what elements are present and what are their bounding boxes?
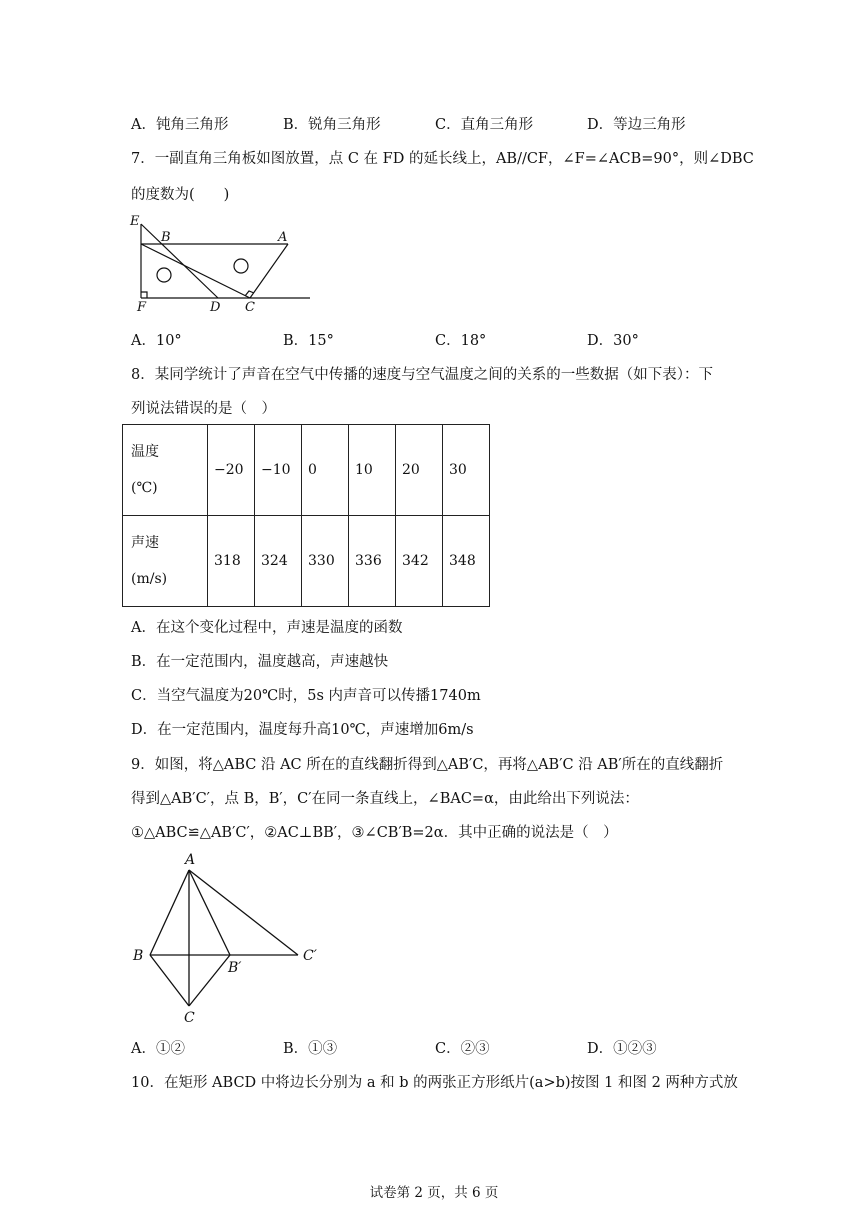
q9-segment-bpc xyxy=(189,955,230,1006)
q9-stem-line1: 9．如图，将△ABC 沿 AC 所在的直线翻折得到△AB′C，再将△AB′C 沿 AB′所在的直线翻折 xyxy=(131,757,724,773)
q9-options xyxy=(131,1037,751,1057)
table-cell: 348 xyxy=(443,516,490,607)
q7-label-c: C xyxy=(245,300,255,315)
q7-label-a: A xyxy=(278,230,288,245)
q9-option-c: C．②③ xyxy=(435,1041,490,1057)
table-cell: 330 xyxy=(302,516,349,607)
row2-header-name: 声速 xyxy=(131,535,159,551)
table-cell: 318 xyxy=(208,516,255,607)
q6-option-a: A．钝角三角形 xyxy=(131,117,229,133)
row1-header-unit: (℃) xyxy=(131,480,158,496)
q8-stem-line2: 列说法错误的是（ ） xyxy=(131,401,276,417)
table-cell: −10 xyxy=(255,425,302,516)
table-row xyxy=(123,516,490,607)
q9-segment-abp xyxy=(189,870,230,955)
table-cell: 30 xyxy=(443,425,490,516)
table-header-cell xyxy=(123,516,208,607)
table-cell: 342 xyxy=(396,516,443,607)
q7-hole-left xyxy=(157,268,171,282)
q8-option-c: C．当空气温度为20℃时，5s 内声音可以传播1740m xyxy=(131,688,481,704)
q8-stem-line1: 8．某同学统计了声音在空气中传播的速度与空气温度之间的关系的一些数据（如下表）：下 xyxy=(131,367,713,383)
table-cell: 324 xyxy=(255,516,302,607)
q7-options xyxy=(131,329,751,349)
q9-label-b: B xyxy=(133,948,144,964)
q7-segment-ed xyxy=(141,224,218,298)
q7-hole-right xyxy=(234,259,248,273)
table-cell: −20 xyxy=(208,425,255,516)
q9-label-bp: B′ xyxy=(228,960,242,976)
q8-data-table xyxy=(122,424,490,607)
table-cell: 20 xyxy=(396,425,443,516)
q7-option-c: C．18° xyxy=(435,333,487,349)
q9-label-a: A xyxy=(185,852,196,868)
q7-label-f: F xyxy=(137,300,147,315)
q9-stem-line2: 得到△AB′C′，点 B，B′，C′在同一条直线上，∠BAC=α，由此给出下列说法： xyxy=(131,791,639,807)
q9-label-c: C xyxy=(184,1010,195,1026)
q9-label-cp: C′ xyxy=(303,948,317,964)
page-footer: 试卷第 2 页，共 6 页 xyxy=(369,1185,499,1201)
q7-label-d: D xyxy=(210,300,221,315)
table-cell: 336 xyxy=(349,516,396,607)
q7-option-d: D．30° xyxy=(587,333,639,349)
row1-header-name: 温度 xyxy=(131,444,159,460)
table-cell: 0 xyxy=(302,425,349,516)
q10-stem-line1: 10．在矩形 ABCD 中将边长分别为 a 和 b 的两张正方形纸片(a>b)按图 1 和图 2 两种方式放 xyxy=(131,1075,738,1091)
q7-right-angle-f xyxy=(141,292,147,298)
q7-figure xyxy=(128,210,318,315)
q6-option-c: C．直角三角形 xyxy=(435,117,534,133)
q6-options xyxy=(131,113,751,133)
q9-option-d: D．①②③ xyxy=(587,1041,657,1057)
q7-option-a: A．10° xyxy=(131,333,182,349)
q9-figure xyxy=(128,848,328,1028)
q9-segment-acp xyxy=(189,870,298,955)
q9-stem-line3: ①△ABC≌△AB′C′，②AC⊥BB′，③∠CB′B=2α．其中正确的说法是（ ） xyxy=(131,825,618,841)
row2-header-unit: (m/s) xyxy=(131,571,168,587)
q9-option-b: B．①③ xyxy=(283,1041,338,1057)
table-row xyxy=(123,425,490,516)
q7-label-e: E xyxy=(130,214,140,229)
q7-option-b: B．15° xyxy=(283,333,334,349)
q9-segment-ab xyxy=(150,870,189,955)
q8-option-a: A．在这个变化过程中，声速是温度的函数 xyxy=(131,620,403,636)
q8-option-b: B．在一定范围内，温度越高，声速越快 xyxy=(131,654,389,670)
q6-option-d: D．等边三角形 xyxy=(587,117,686,133)
q6-option-b: B．锐角三角形 xyxy=(283,117,381,133)
q7-segment-bc xyxy=(141,244,250,298)
q9-option-a: A．①② xyxy=(131,1041,185,1057)
q9-segment-bc xyxy=(150,955,189,1006)
q7-segment-ac xyxy=(250,244,288,298)
q8-option-d: D．在一定范围内，温度每升高10℃，声速增加6m/s xyxy=(131,722,474,738)
q7-stem-line1: 7．一副直角三角板如图放置，点 C 在 FD 的延长线上，AB//CF，∠F=∠ACB=90°，则∠DBC xyxy=(131,151,754,167)
table-cell: 10 xyxy=(349,425,396,516)
table-header-cell xyxy=(123,425,208,516)
q7-stem-line2: 的度数为( ) xyxy=(131,187,230,203)
q7-label-b: B xyxy=(161,230,171,245)
